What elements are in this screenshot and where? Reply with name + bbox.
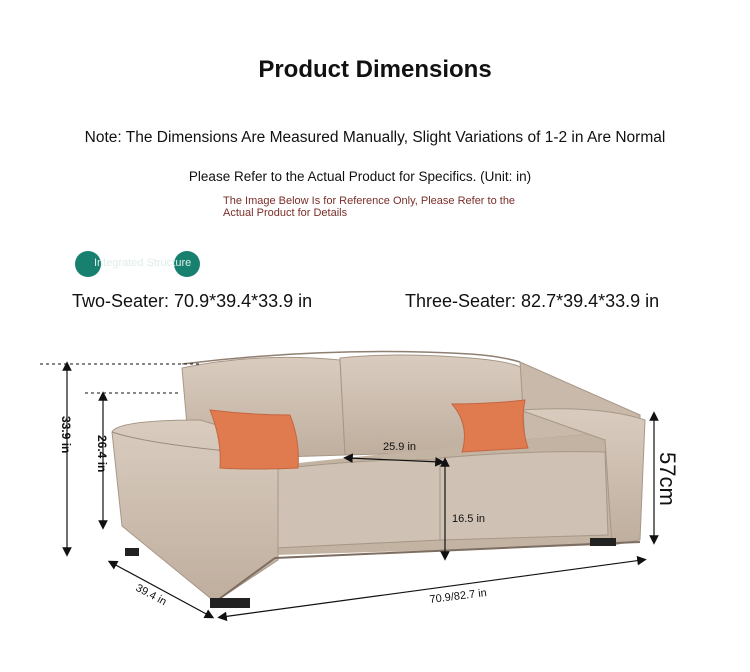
seat-depth-label: 25.9 in xyxy=(383,441,417,453)
reference-disclaimer: The Image Below Is for Reference Only, Please Refer to the Actual Product for Details xyxy=(223,195,516,219)
measurement-note: Note: The Dimensions Are Measured Manually, Slight Variations of 1-2 in Are Normal xyxy=(84,129,666,146)
two-seater-spec: Two-Seater: 70.9*39.4*33.9 in xyxy=(72,291,313,311)
cushion-height-label: 57cm xyxy=(655,452,680,506)
structure-badge-text: Integrated Structure xyxy=(94,257,192,269)
three-seater-spec: Three-Seater: 82.7*39.4*33.9 in xyxy=(405,291,660,311)
width-label: 70.9/82.7 in xyxy=(428,587,488,606)
depth-label: 39.4 in xyxy=(133,582,169,609)
arm-height-label: 26.4 in xyxy=(95,435,109,473)
unit-note: Please Refer to the Actual Product for Specifics. (Unit: in) xyxy=(188,169,532,184)
page-title: Product Dimensions xyxy=(258,56,492,83)
seat-height-label: 16.5 in xyxy=(452,513,486,525)
sofa-illustration xyxy=(112,352,645,608)
total-height-label: 33.9 in xyxy=(59,416,73,454)
